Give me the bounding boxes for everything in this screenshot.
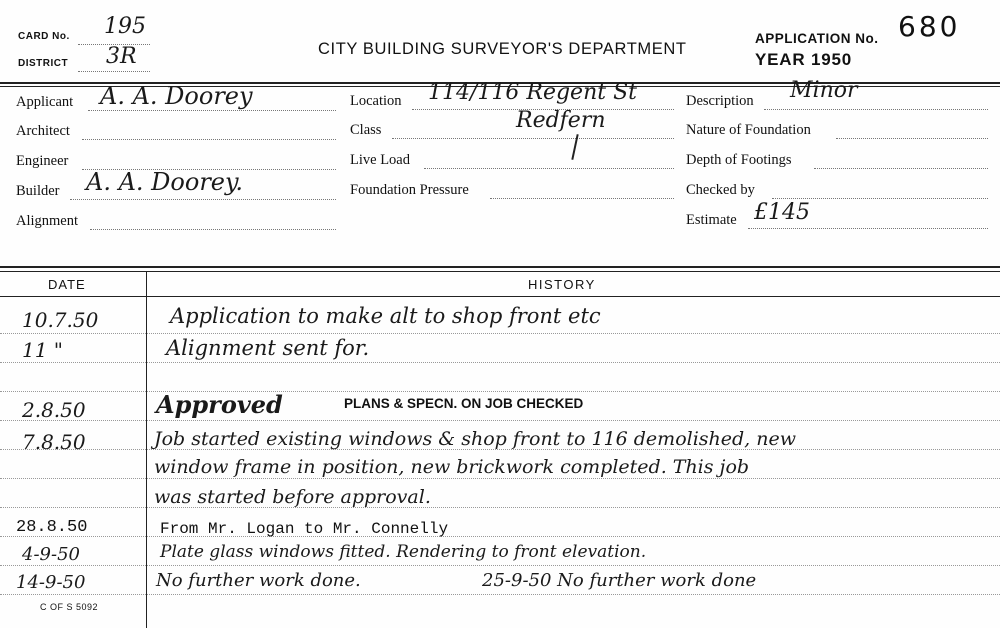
row-rule [0, 507, 1000, 508]
row-rule [0, 594, 1000, 595]
applicant-line [88, 110, 336, 111]
row-history: window frame in position, new brickwork completed. This job [154, 456, 750, 478]
table-top-rule [0, 266, 1000, 268]
card-number-label: CARD No. [18, 31, 70, 42]
row-date: 28.8.50 [16, 518, 88, 537]
builder-label: Builder [16, 183, 60, 199]
applicant-value: A. A. Doorey [100, 82, 253, 110]
table-header-rule [0, 296, 1000, 297]
row-rule [0, 362, 1000, 363]
nature-of-foundation-line [836, 138, 988, 139]
foundation-pressure-line [490, 198, 674, 199]
class-label: Class [350, 122, 382, 138]
alignment-line [90, 229, 336, 230]
table-top-rule-thin [0, 271, 1000, 272]
location-value-suburb: Redfern [516, 108, 606, 133]
foundation-pressure-label: Foundation Pressure [350, 182, 469, 198]
estimate-line [748, 228, 988, 229]
applicant-label: Applicant [16, 94, 74, 110]
application-number: 680 [898, 10, 961, 43]
district-label: DISTRICT [18, 58, 69, 69]
nature-of-foundation-label: Nature of Foundation [686, 122, 811, 138]
row-rule [0, 391, 1000, 392]
row-date: 4-9-50 [22, 544, 80, 565]
live-load-line [424, 168, 674, 169]
row-rule [0, 536, 1000, 537]
row-history: was started before approval. [154, 486, 431, 508]
history-column-header: HISTORY [528, 277, 596, 292]
row-rule [0, 565, 1000, 566]
depth-of-footings-label: Depth of Footings [686, 152, 792, 168]
estimate-label: Estimate [686, 212, 737, 228]
row-history: Job started existing windows & shop front to 116 demolished, new [154, 428, 797, 450]
depth-of-footings-line [814, 168, 988, 169]
builder-value: A. A. Doorey. [86, 168, 243, 196]
checked-stamp: PLANS & SPECN. ON JOB CHECKED [344, 396, 584, 411]
row-date: 2.8.50 [22, 398, 86, 422]
district-line [78, 71, 150, 72]
location-label: Location [350, 93, 402, 109]
row-history: Approved [156, 390, 283, 419]
row-rule [0, 478, 1000, 479]
application-label: APPLICATION No. [755, 31, 879, 46]
checked-by-line [772, 198, 988, 199]
architect-label: Architect [16, 123, 70, 139]
department-title: CITY BUILDING SURVEYOR'S DEPARTMENT [318, 40, 687, 58]
description-value: Minor [790, 78, 858, 103]
row-rule [0, 420, 1000, 421]
row-history-extra: 25-9-50 No further work done [482, 570, 757, 591]
class-line [392, 138, 674, 139]
location-value: 114/116 Regent St [428, 80, 637, 105]
checked-by-label: Checked by [686, 182, 755, 198]
row-date: 14-9-50 [16, 572, 86, 593]
estimate-value: £145 [754, 200, 810, 225]
card-number-value: 195 [104, 14, 146, 39]
date-column-header: DATE [48, 277, 86, 292]
row-history: Plate glass windows fitted. Rendering to front elevation. [160, 542, 647, 562]
row-date: 11 " [22, 338, 64, 362]
row-history: Alignment sent for. [166, 336, 370, 360]
district-value: 3R [106, 44, 137, 69]
builder-line [70, 199, 336, 200]
description-line [764, 109, 988, 110]
architect-line [82, 139, 336, 140]
row-history: From Mr. Logan to Mr. Connelly [160, 520, 449, 538]
form-code: C OF S 5092 [40, 602, 99, 612]
alignment-label: Alignment [16, 213, 79, 229]
row-history: No further work done. [156, 570, 361, 591]
description-label: Description [686, 93, 754, 109]
row-date: 7.8.50 [22, 430, 86, 454]
row-rule [0, 333, 1000, 334]
row-history: Application to make alt to shop front etc [170, 304, 601, 328]
year-label: YEAR 1950 [755, 50, 852, 69]
row-date: 10.7.50 [22, 308, 99, 332]
live-load-label: Live Load [350, 152, 410, 168]
engineer-label: Engineer [16, 153, 69, 169]
